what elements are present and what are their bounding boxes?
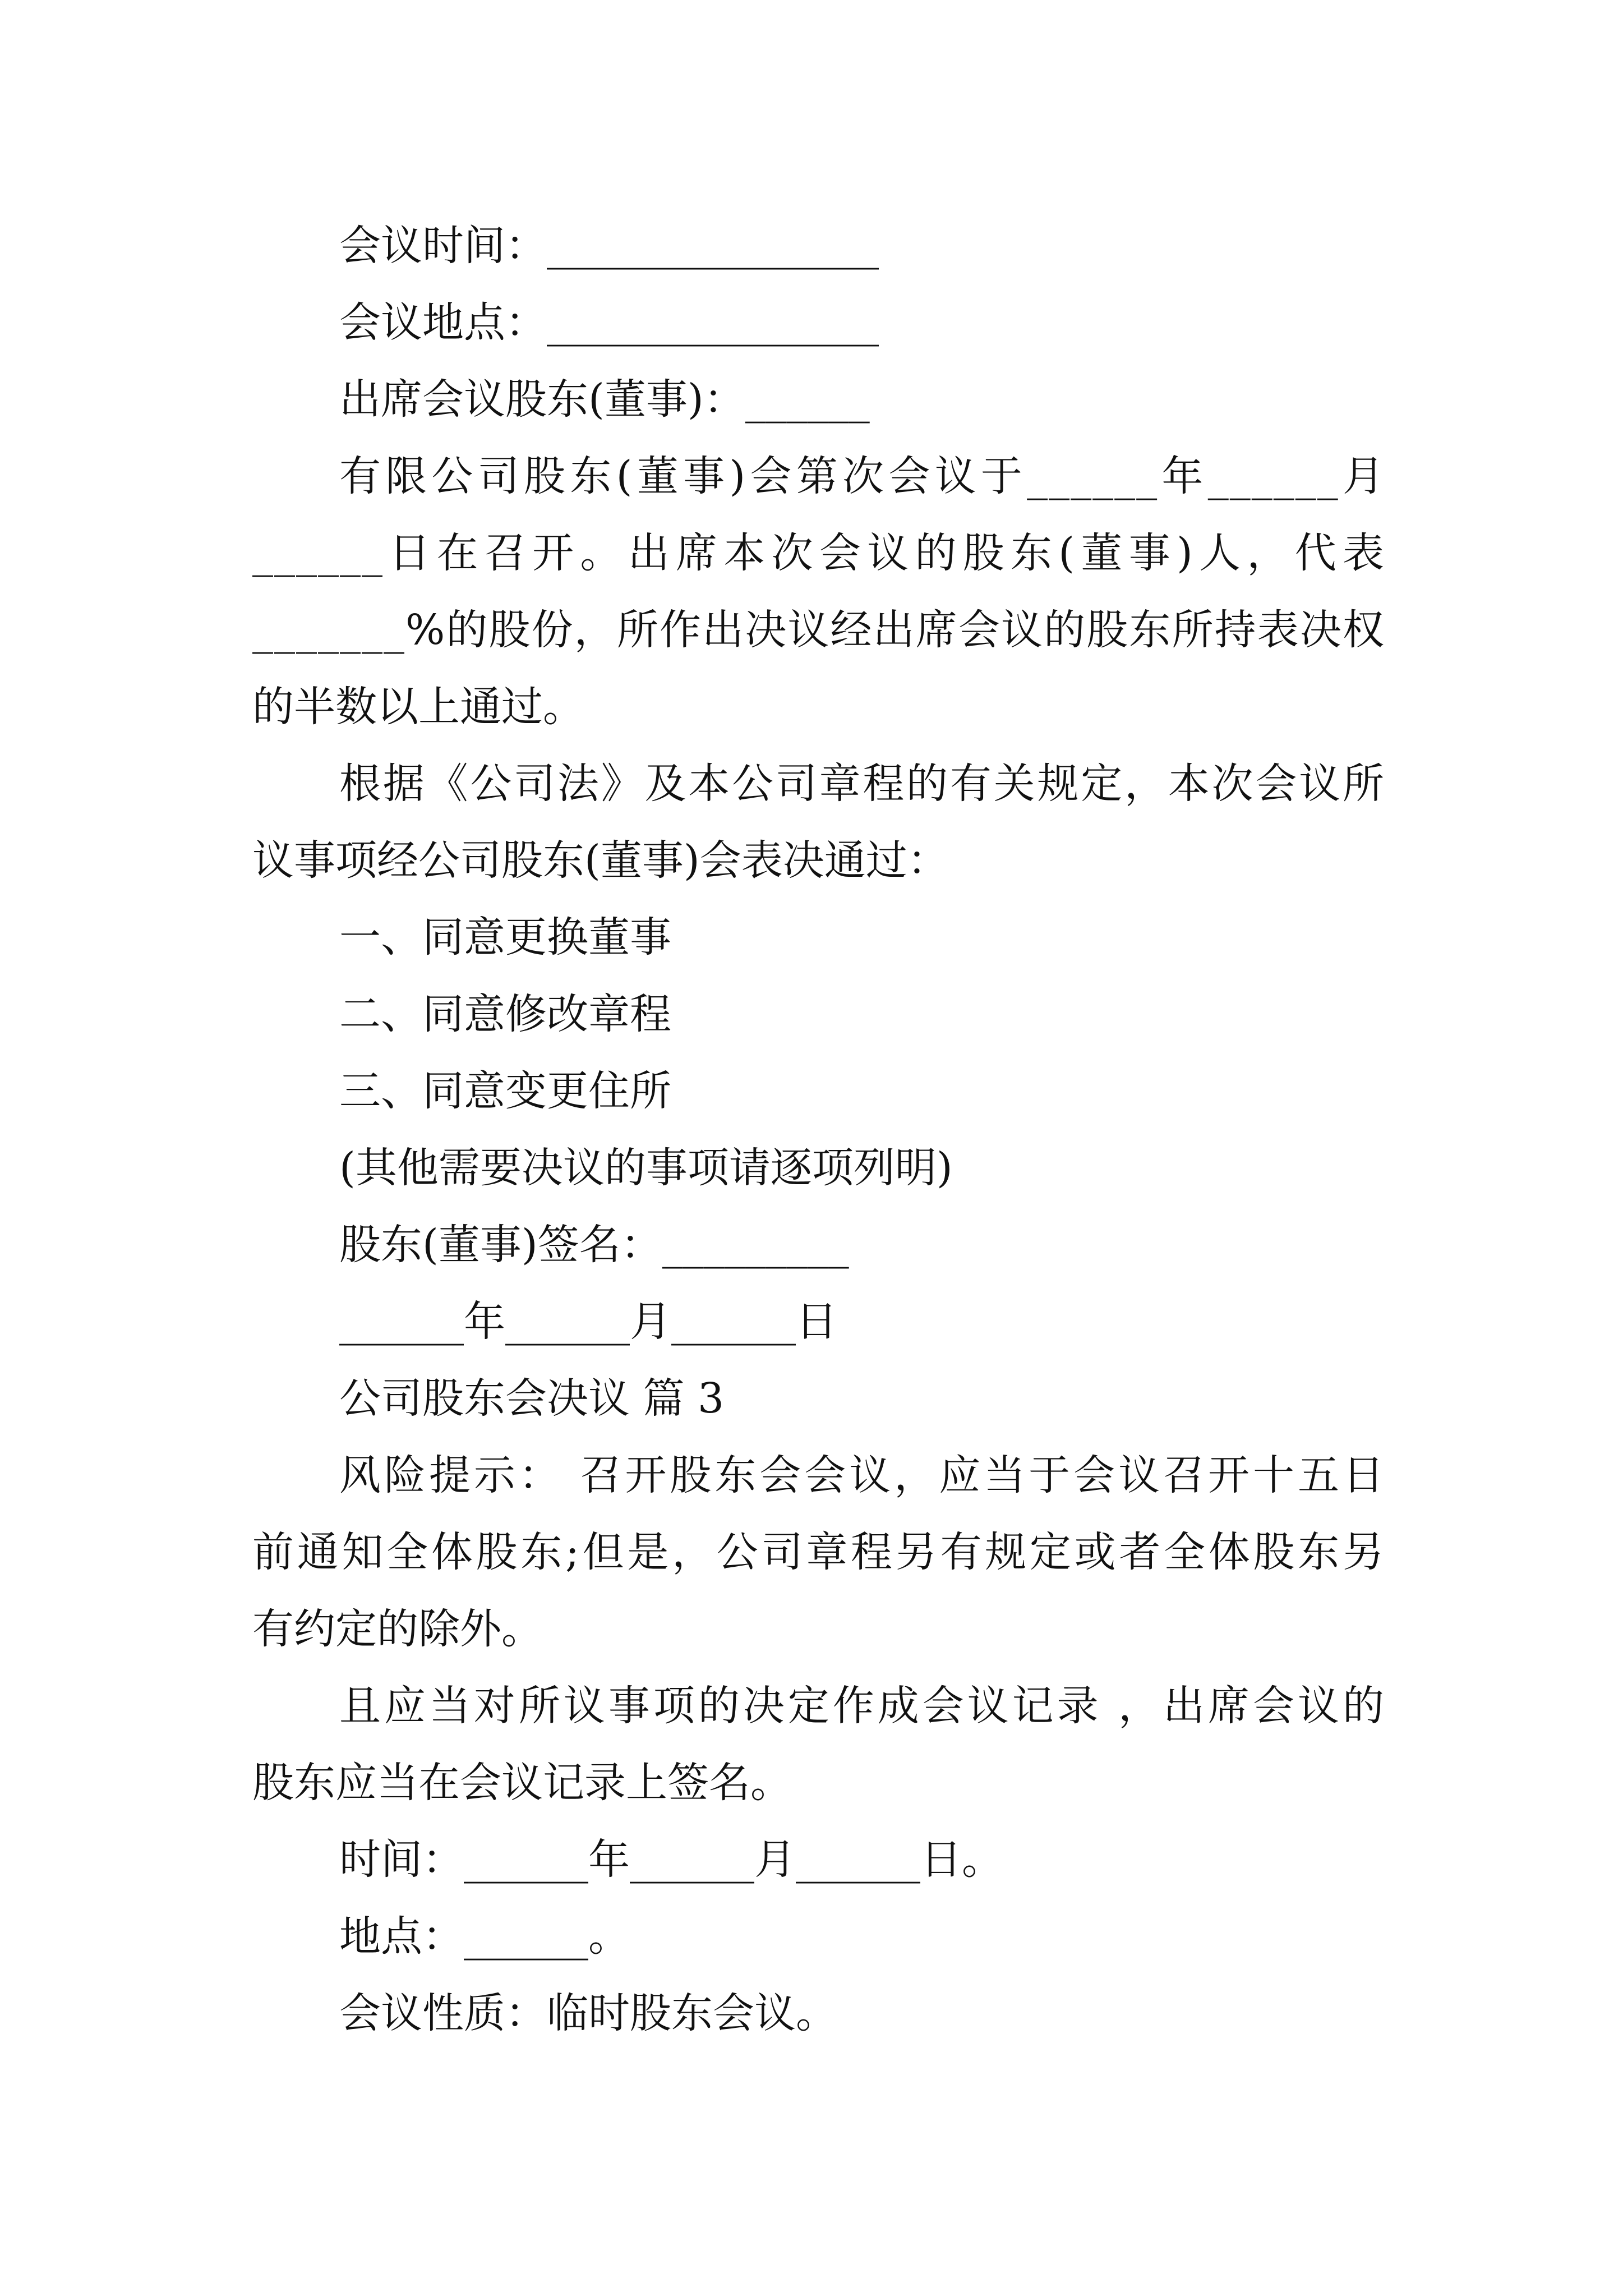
paragraph-line: 且应当对所议事项的决定作成会议记录 ，出席会议的 [339,1682,1385,1730]
section-heading: 公司股东会决议 篇 3 [339,1374,725,1423]
paragraph-line: 议事项经公司股东(董事)会表决通过： [252,836,949,885]
meeting-nature-line: 会议性质：临时股东会议。 [339,1989,837,2037]
paragraph-line: 风险提示： 召开股东会会议，应当于会议召开十五日 [339,1451,1385,1499]
place-line: 地点：______。 [339,1912,630,1961]
paragraph-line: ______日在召开。出席本次会议的股东(董事)人，代表 [252,529,1385,577]
paragraph-line: 的半数以上通过。 [252,683,584,731]
resolution-note: (其他需要决议的事项请逐项列明) [339,1144,953,1192]
attending-shareholders-line: 出席会议股东(董事)：______ [339,375,870,424]
paragraph-line: 有约定的除外。 [252,1605,543,1653]
time-line: 时间：______年______月______日。 [339,1835,1003,1884]
resolution-item: 一、同意更换董事 [339,913,671,961]
resolution-item: 二、同意修改章程 [339,990,671,1038]
paragraph-line: 前通知全体股东;但是，公司章程另有规定或者全体股东另 [252,1528,1385,1576]
paragraph-line: _______%的股份，所作出决议经出席会议的股东所持表决权 [252,606,1385,654]
resolution-item: 三、同意变更住所 [339,1067,671,1115]
paragraph-line: 根据《公司法》及本公司章程的有关规定，本次会议所 [339,760,1385,808]
paragraph-line: 有限公司股东(董事)会第次会议于______年______月 [339,452,1385,500]
date-line: ______年______月______日 [339,1297,837,1346]
meeting-place-line: 会议地点：________________ [339,298,879,347]
meeting-time-line: 会议时间：________________ [339,222,879,270]
paragraph-line: 股东应当在会议记录上签名。 [252,1759,792,1807]
signature-line: 股东(董事)签名：_________ [339,1221,849,1269]
